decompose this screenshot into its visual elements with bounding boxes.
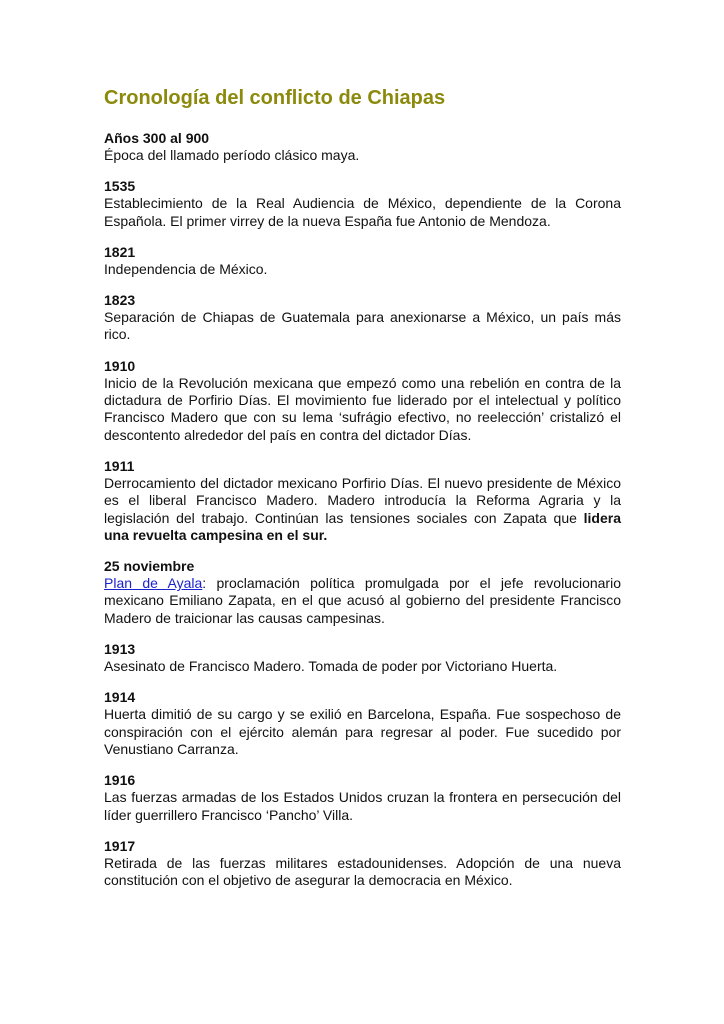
timeline-entry — [104, 458, 621, 544]
timeline-entry — [104, 178, 621, 230]
entry-text: Independencia de México. — [104, 260, 268, 277]
entry-text: Separación de Chiapas de Guatemala para anexionarse a México, un país más rico. — [104, 309, 621, 343]
entry-text-bold: lidera una revuelta campesina en el sur. — [104, 509, 621, 543]
entry-date: 1823 — [104, 292, 136, 309]
timeline-entry — [104, 558, 621, 627]
entry-text — [104, 475, 621, 544]
entry-text: Establecimiento de la Real Audiencia de México, dependiente de la Corona Española. El primer virrey de la nueva España fue Antonio de Mendoza. — [104, 195, 621, 229]
entry-date: 1821 — [104, 243, 136, 260]
entry-text: Inicio de la Revolución mexicana que empezó como una rebelión en contra de la dictadura de Porfirio Días. El movimiento fue liderado por el intelectual y político Francisco Madero que con su lema ‘sufrágio efectivo, no reelección’ cristalizó el descontento alrededor del país en contra del dictador Días. — [104, 374, 621, 443]
entry-text-regular: Derrocamiento del dictador mexicano Porfirio Días. El nuevo presidente de México es el liberal Francisco Madero. Madero introducía la Reforma Agraria y la legislación del trabajo. Continúan las tensiones sociales con Zapata que — [104, 474, 621, 526]
timeline-entry — [104, 689, 621, 758]
entry-date: 1916 — [104, 772, 136, 789]
entry-text — [104, 575, 621, 627]
timeline-entry — [104, 358, 621, 444]
document-title: Cronología del conflicto de Chiapas — [104, 87, 446, 109]
entry-date: 1911 — [104, 457, 135, 474]
entry-text: Las fuerzas armadas de los Estados Unidos cruzan la frontera en persecución del líder guerrillero Francisco ‘Pancho’ Villa. — [104, 789, 621, 823]
entry-date: 1535 — [104, 178, 136, 195]
entry-date: 1910 — [104, 357, 136, 374]
entry-date: 1917 — [104, 837, 136, 854]
entry-text: Retirada de las fuerzas militares estadounidenses. Adopción de una nueva constitución con el objetivo de asegurar la democracia en México. — [104, 854, 621, 889]
plan-de-ayala-link[interactable]: Plan de Ayala — [104, 575, 203, 592]
entry-text: Asesinato de Francisco Madero. Tomada de poder por Victoriano Huerta. — [104, 658, 558, 675]
entry-text: Época del llamado período clásico maya. — [104, 147, 360, 163]
timeline-entry — [104, 292, 621, 344]
entry-date: 25 noviembre — [104, 558, 195, 575]
entry-text-regular: : proclamación política promulgada por el jefe revolucionario mexicano Emiliano Zapata, en el que acusó al gobierno del presidente Francisco Madero de traicionar las causas campesinas. — [104, 575, 621, 626]
entry-date: 1913 — [104, 641, 136, 658]
timeline-entry — [104, 244, 621, 278]
entry-date: Años 300 al 900 — [104, 130, 210, 146]
timeline-entry — [104, 838, 621, 890]
timeline-entry — [104, 641, 621, 675]
entry-text: Huerta dimitió de su cargo y se exilió en Barcelona, España. Fue sospechoso de conspiración con el ejército alemán para regresar al poder. Fue sucedido por Venustiano Carranza. — [104, 706, 621, 757]
timeline-entry — [104, 772, 621, 824]
entry-date: 1914 — [104, 689, 136, 706]
timeline-entry — [104, 130, 621, 164]
